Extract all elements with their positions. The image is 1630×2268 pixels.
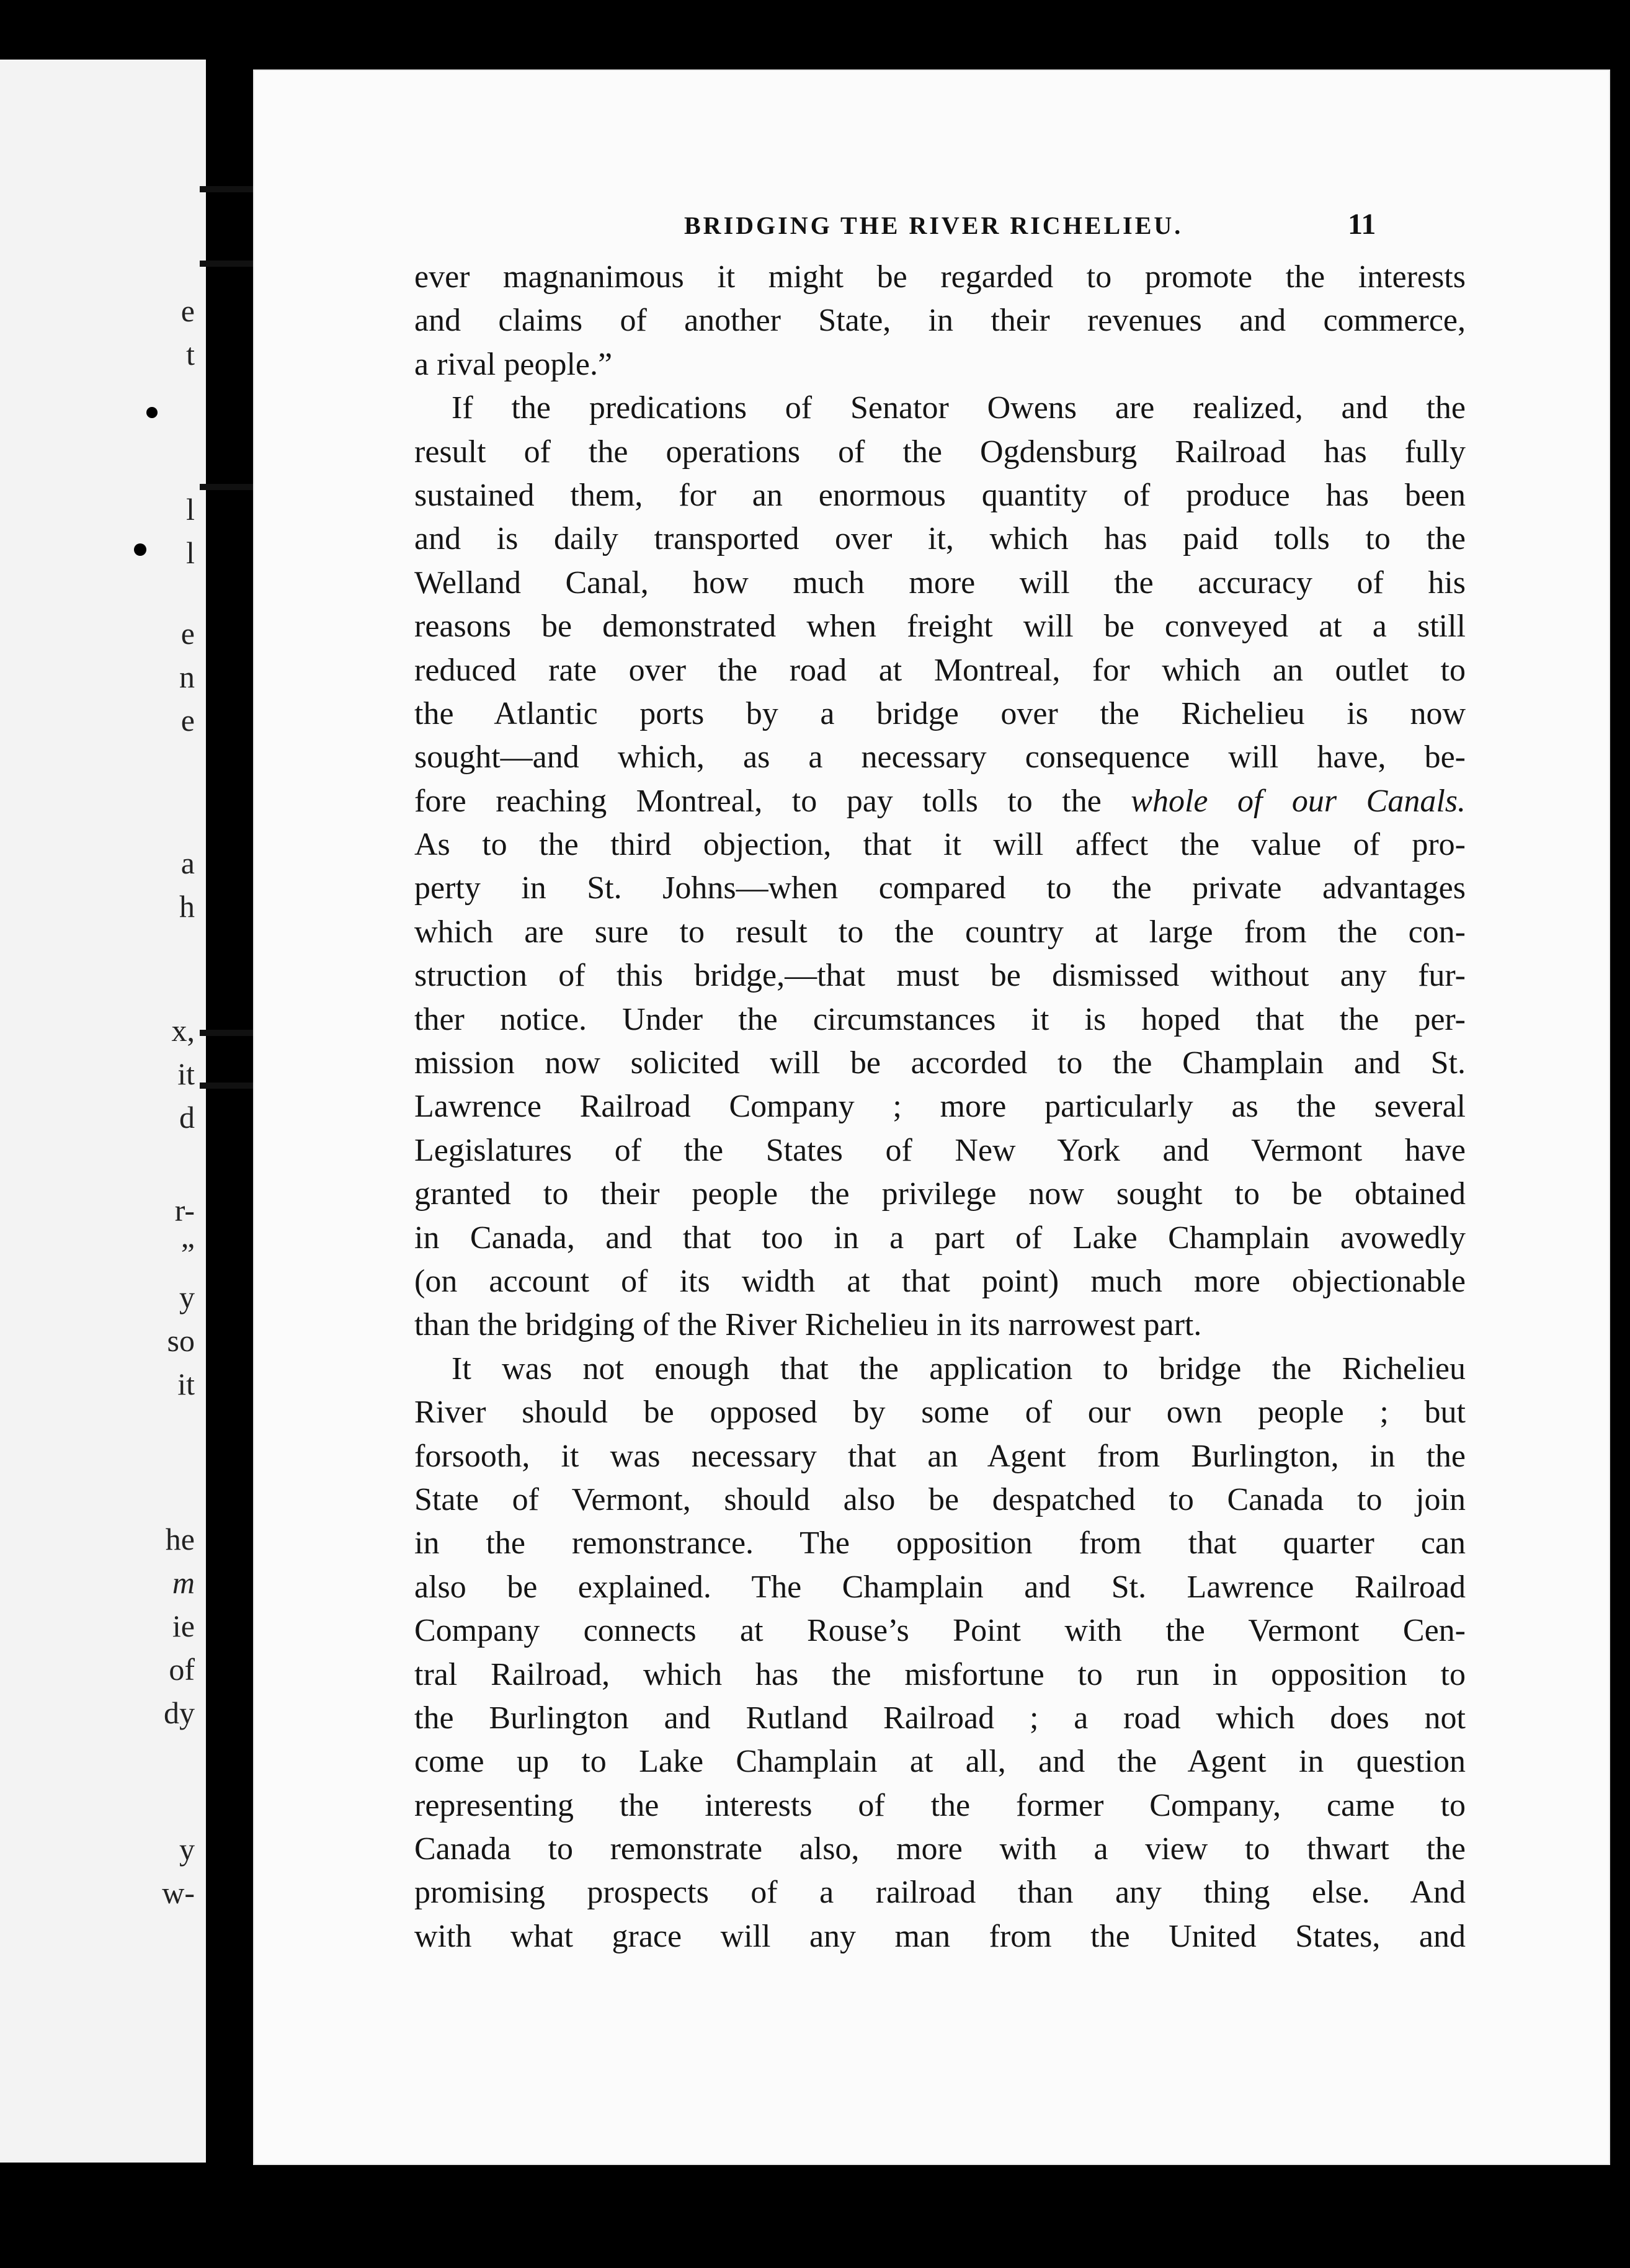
- left-margin-fragment: e: [180, 616, 195, 651]
- text-line: River should be opposed by some of our own people ; but: [414, 1395, 1466, 1431]
- left-margin-fragment: l: [186, 535, 195, 570]
- left-margin-fragment: y: [179, 1280, 195, 1315]
- italic-phrase: whole of our Canals.: [1131, 783, 1466, 819]
- facing-page-fragment: [0, 60, 206, 2163]
- text-line: sustained them, for an enormous quantity of produce has been: [414, 477, 1466, 513]
- left-margin-fragment: a: [180, 846, 195, 880]
- left-margin-fragment: so: [167, 1323, 195, 1358]
- book-gutter: [206, 0, 256, 2268]
- text-line: granted to their people the privilege now sought to be obtained: [414, 1176, 1466, 1212]
- text-line: tral Railroad, which has the misfortune to run in opposition to: [414, 1656, 1466, 1692]
- left-margin-fragment: it: [177, 1056, 195, 1091]
- left-margin-fragment: he: [165, 1522, 195, 1556]
- left-margin-fragment: e: [180, 293, 195, 328]
- page-header: [253, 208, 1610, 254]
- text-line: It was not enough that the application to bridge the Richelieu: [452, 1351, 1466, 1386]
- text-line: representing the interests of the former Company, came to: [414, 1787, 1466, 1823]
- left-margin-fragment: it: [177, 1367, 195, 1401]
- left-margin-fragment: r-: [174, 1193, 195, 1228]
- text-line: Welland Canal, how much more will the accuracy of his: [414, 565, 1466, 600]
- text-line: struction of this bridge,—that must be dismissed without any fur-: [414, 958, 1466, 994]
- text-line: reduced rate over the road at Montreal, for which an outlet to: [414, 652, 1466, 688]
- text-line: promising prospects of a railroad than any thing else. And: [414, 1875, 1466, 1911]
- text-line: come up to Lake Champlain at all, and the Agent in question: [414, 1744, 1466, 1780]
- text-line: ther notice. Under the circumstances it is hoped that the per-: [414, 1001, 1466, 1037]
- left-margin-fragment: of: [169, 1652, 195, 1687]
- left-margin-fragment: n: [179, 659, 195, 694]
- text-line: and is daily transported over it, which has paid tolls to the: [414, 521, 1466, 557]
- left-margin-fragment: ”: [180, 1236, 195, 1271]
- text-line: which are sure to result to the country at large from the con-: [414, 914, 1466, 950]
- text-line: As to the third objection, that it will affect the value of pro-: [414, 827, 1466, 863]
- text-line: Canada to remonstrate also, more with a view to thwart the: [414, 1831, 1466, 1867]
- page-body: [414, 256, 1466, 1958]
- text-line: Lawrence Railroad Company ; more particularly as the several: [414, 1089, 1466, 1125]
- left-margin-fragment: x,: [171, 1013, 195, 1048]
- left-margin-fragment: dy: [164, 1695, 195, 1730]
- text-line: a rival people.”: [414, 346, 613, 382]
- text-line: the Burlington and Rutland Railroad ; a road which does not: [414, 1700, 1466, 1736]
- left-margin-fragment: d: [179, 1100, 195, 1135]
- left-margin-fragment: l: [186, 492, 195, 527]
- left-margin-fragment: y: [179, 1832, 195, 1867]
- text-line: than the bridging of the River Richelieu in its narrowest part.: [414, 1307, 1202, 1343]
- text-line: result of the operations of the Ogdensburg Railroad has fully: [414, 434, 1466, 470]
- text-line-with-italic: [414, 780, 1466, 823]
- text-line: ever magnanimous it might be regarded to promote the interests: [414, 259, 1466, 295]
- page-number: 11: [1348, 208, 1376, 241]
- text-line: forsooth, it was necessary that an Agent from Burlington, in the: [414, 1438, 1466, 1474]
- book-page: [253, 69, 1610, 2165]
- left-margin-fragment: t: [186, 337, 195, 372]
- left-margin-fragment: w-: [162, 1875, 195, 1910]
- text-line: in Canada, and that too in a part of Lake Champlain avowedly: [414, 1220, 1466, 1256]
- text-line: sought—and which, as a necessary consequence will have, be-: [414, 739, 1466, 775]
- running-head: BRIDGING THE RIVER RICHELIEU.: [684, 212, 1183, 239]
- text-line: the Atlantic ports by a bridge over the Richelieu is now: [414, 695, 1466, 731]
- text-line: with what grace will any man from the United States, and: [414, 1918, 1466, 1954]
- ink-spot: [134, 543, 146, 556]
- text-line: in the remonstrance. The opposition from that quarter can: [414, 1525, 1466, 1561]
- text-line: (on account of its width at that point) much more objectionable: [414, 1263, 1466, 1299]
- left-margin-fragment: h: [179, 889, 195, 924]
- left-margin-fragment: m: [172, 1565, 195, 1600]
- text-line: If the predications of Senator Owens are realized, and the: [452, 390, 1466, 426]
- text-line: Company connects at Rouse’s Point with the Vermont Cen-: [414, 1613, 1466, 1649]
- text-line: Legislatures of the States of New York and Vermont have: [414, 1132, 1466, 1168]
- ink-spot: [146, 407, 158, 418]
- text-line: and claims of another State, in their revenues and commerce,: [414, 303, 1466, 339]
- left-margin-fragment: ie: [172, 1609, 195, 1643]
- left-margin-fragment: e: [180, 703, 195, 738]
- text-line: State of Vermont, should also be despatched to Canada to join: [414, 1481, 1466, 1517]
- text-line: perty in St. Johns—when compared to the private advantages: [414, 870, 1466, 906]
- text-line: mission now solicited will be accorded to the Champlain and St.: [414, 1045, 1466, 1081]
- text-line: also be explained. The Champlain and St. Lawrence Railroad: [414, 1569, 1466, 1605]
- text-line: reasons be demonstrated when freight will be conveyed at a still: [414, 609, 1466, 645]
- text-line-start: fore reaching Montreal, to pay tolls to the: [414, 783, 1131, 819]
